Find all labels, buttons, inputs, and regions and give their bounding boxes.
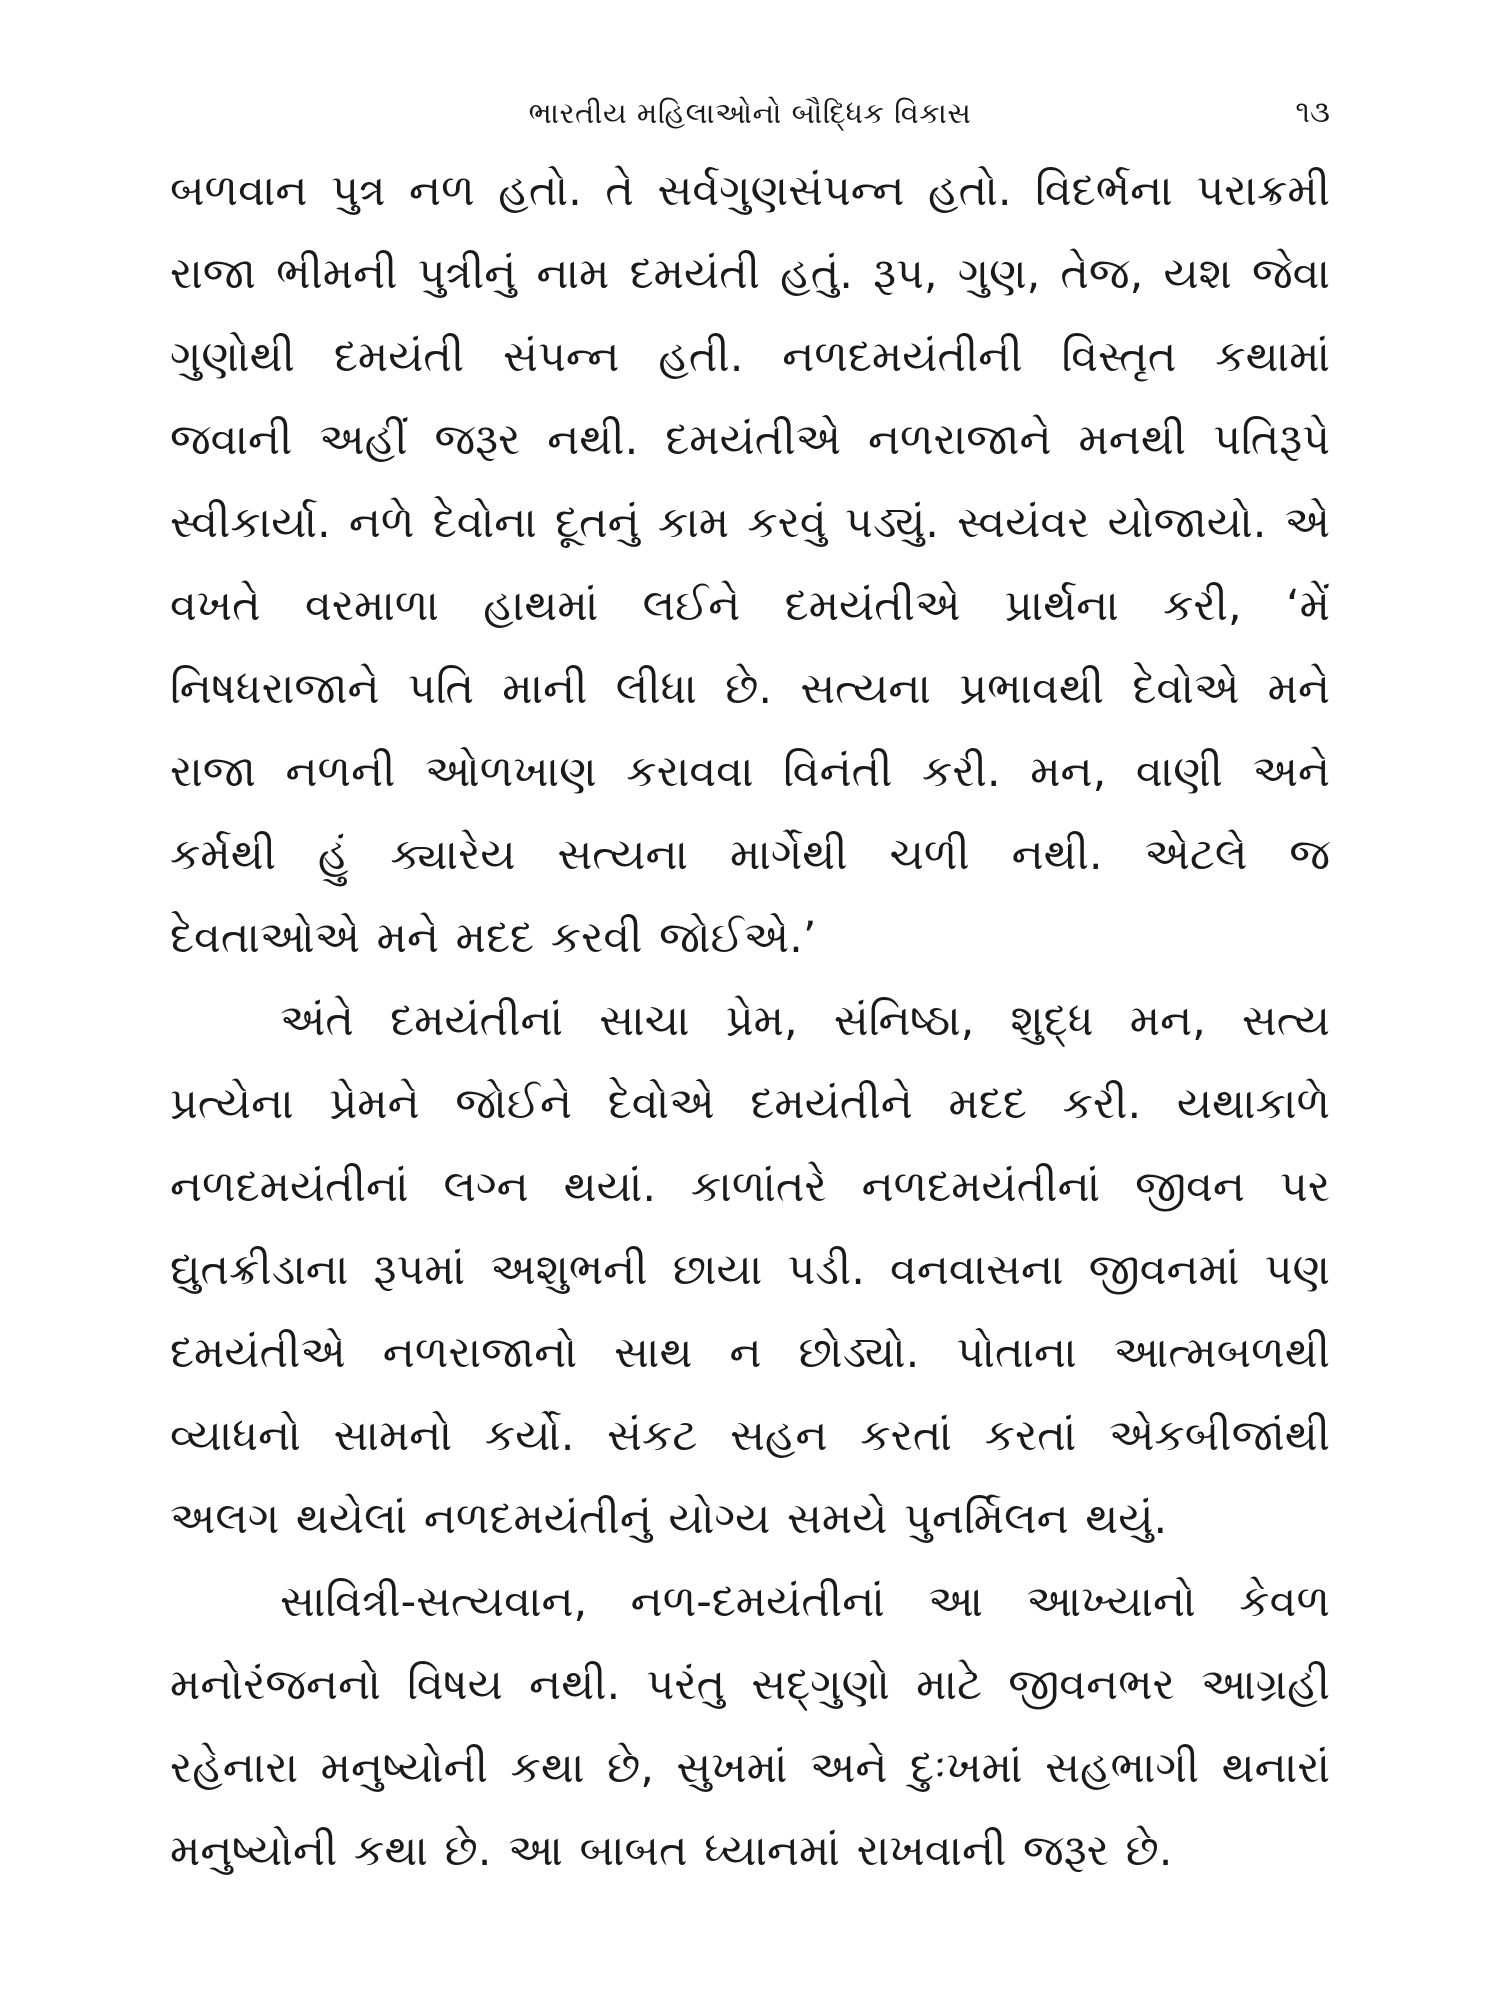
paragraph-2: અંતે દમયંતીનાં સાચા પ્રેમ, સંનિષ્ઠા, શુદ્ધ મન, સત્ય પ્રત્યેના પ્રેમને જોઈને દેવોએ દમયંતીને મદદ કરી. યથાકાળે નળદમયંતીનાં લગ્ન થયાં. કાળાંતરે નળદમયંતીનાં જીવન પર દ્યુતક્રીડાના રૂપમાં અશુભની છાયા પડી. વનવાસના જીવનમાં પણ દમયંતીએ નળરાજાનો સાથ ન છોડ્યો. પોતાના આત્મબળથી વ્યાધનો સામનો કર્યો. સંકટ સહન કરતાં કરતાં એકબીજાંથી અલગ થયેલાં નળદમયંતીનું યોગ્ય સમયે પુનર્મિલન થયું. — [170, 996, 1330, 1544]
paragraph-3: સાવિત્રી-સત્યવાન, નળ-દમયંતીનાં આ આખ્યાનો કેવળ મનોરંજનનો વિષય નથી. પરંતુ સદ્‌ગુણો માટે જીવનભર આગ્રહી રહેનારા મનુષ્યોની કથા છે, સુખમાં અને દુઃખમાં સહભાગી થનારાં મનુષ્યોની કથા છે. આ બાબત ધ્યાનમાં રાખવાની જરૂર છે. — [170, 1577, 1330, 1876]
running-head — [170, 88, 1330, 138]
paragraph-1: બળવાન પુત્ર નળ હતો. તે સર્વગુણસંપન્ન હતો. વિદર્ભના પરાક્રમી રાજા ભીમની પુત્રીનું નામ દમયંતી હતું. રૂપ, ગુણ, તેજ, યશ જેવા ગુણોથી દમયંતી સંપન્ન હતી. નળદમયંતીની વિસ્તૃત કથામાં જવાની અહીં જરૂર નથી. દમયંતીએ નળરાજાને મનથી પતિરૂપે સ્વીકાર્યા. નળે દેવોના દૂતનું કામ કરવું પડ્યું. સ્વયંવર યોજાયો. એ વખતે વરમાળા હાથમાં લઈને દમયંતીએ પ્રાર્થના કરી, ‘મેં નિષધરાજાને પતિ માની લીધા છે. સત્યના પ્રભાવથી દેવોએ મને રાજા નળની ઓળખાણ કરાવવા વિનંતી કરી. મન, વાણી અને કર્મથી હું ક્યારેય સત્યના માર્ગેથી ચળી નથી. એટલે જ દેવતાઓએ મને મદદ કરવી જોઈએ.’ — [170, 166, 1330, 963]
running-title: ભારતીય મહિલાઓનો બૌદ્ધિક વિકાસ — [528, 96, 972, 130]
page-number: ૧૩ — [1295, 95, 1330, 130]
body-text — [170, 150, 1330, 1893]
